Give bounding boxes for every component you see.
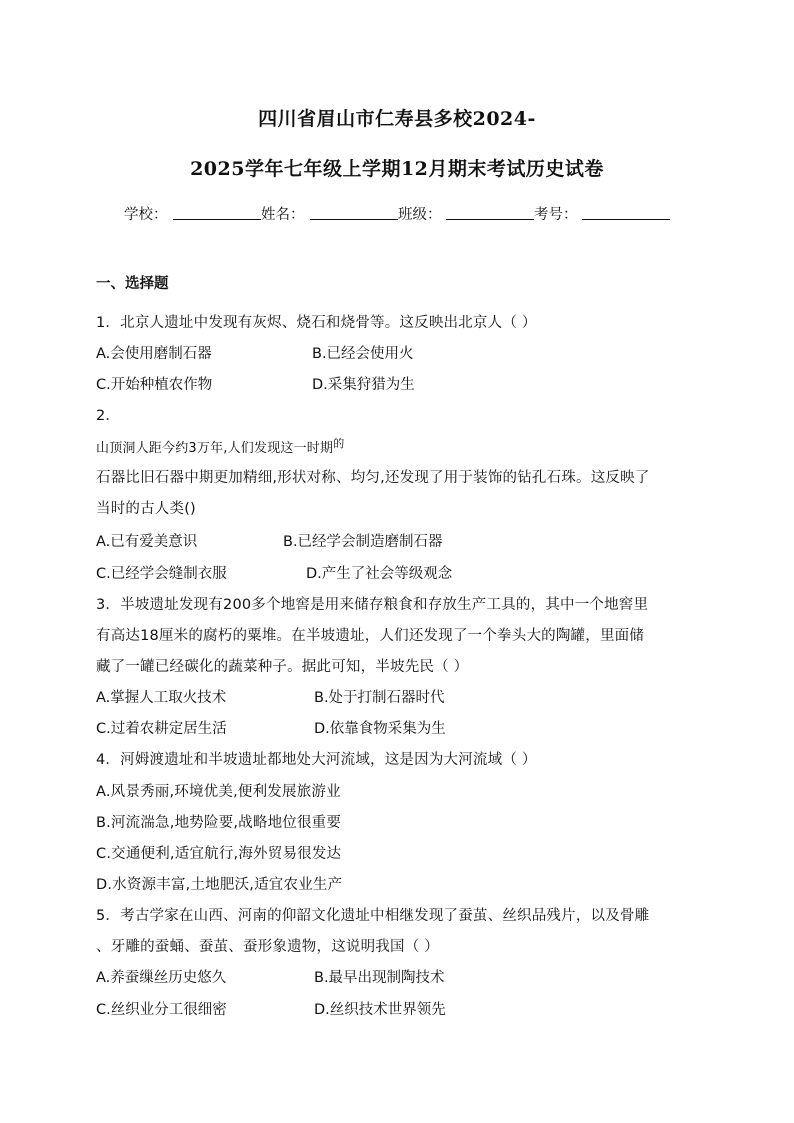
question-3-stem-line-2: 有高达18厘米的腐朽的粟堆。在半坡遗址，人们还发现了一个拳头大的陶罐，里面储 [96, 628, 645, 644]
section-heading: 一、选择题 [96, 276, 169, 292]
name-label: 姓名： [261, 207, 305, 223]
question-3-option-a: A.掌握人工取火技术 [96, 690, 227, 706]
question-3-option-b: B.处于打制石器时代 [314, 690, 445, 706]
name-blank[interactable] [310, 219, 398, 220]
question-2-stem-line-1: 石器比旧石器中期更加精细,形状对称、均匀,还发现了用于装饰的钻孔石珠。这反映了 [96, 470, 650, 486]
question-5-option-d: D.丝织技术世界领先 [314, 1002, 446, 1018]
question-4-option-b: B.河流湍急,地势险要,战略地位很重要 [96, 815, 342, 831]
question-3-stem-line-3: 藏了一罐已经碳化的蔬菜种子。据此可知，半坡先民（ ） [96, 659, 469, 675]
question-2-stem-line-2: 当时的古人类() [96, 501, 196, 517]
question-2-option-c: C.已经学会缝制衣服 [96, 566, 227, 582]
question-2-stem-a-text: 山顶洞人距今约3万年,人们发现这一时期 [96, 441, 334, 456]
question-4-option-a: A.风景秀丽,环境优美,便利发展旅游业 [96, 784, 341, 800]
question-2-stem-a [96, 435, 344, 456]
question-5-stem-line-1: 5．考古学家在山西、河南的仰韶文化遗址中相继发现了蚕茧、丝织品残片，以及骨雕 [96, 908, 650, 924]
question-2-number: 2． [96, 408, 121, 424]
question-1-option-c: C.开始种植农作物 [96, 377, 213, 393]
school-blank[interactable] [173, 219, 261, 220]
question-2-option-b: B.已经学会制造磨制石器 [283, 534, 443, 550]
number-blank[interactable] [582, 219, 670, 220]
question-5-option-b: B.最早出现制陶技术 [314, 970, 445, 986]
question-3-option-c: C.过着农耕定居生活 [96, 721, 227, 737]
exam-title-line1: 四川省眉山市仁寿县多校2024- [258, 108, 536, 130]
question-5-stem-line-2: 、牙雕的蚕蛹、蚕茧、蚕形象遗物，这说明我国（ ） [96, 939, 439, 955]
question-5-option-c: C.丝织业分工很细密 [96, 1002, 227, 1018]
question-2-option-d: D.产生了社会等级观念 [306, 566, 453, 582]
question-4-option-c: C.交通便利,适宜航行,海外贸易很发达 [96, 846, 342, 862]
question-5-option-a: A.养蚕缫丝历史悠久 [96, 970, 227, 986]
number-label: 考号： [534, 207, 578, 223]
question-1-option-d: D.采集狩猎为生 [312, 377, 415, 393]
question-4-option-d: D.水资源丰富,土地肥沃,适宜农业生产 [96, 877, 343, 893]
exam-title-line2: 2025学年七年级上学期12月期末考试历史试卷 [190, 158, 604, 180]
school-label: 学校： [124, 207, 168, 223]
class-label: 班级： [398, 207, 442, 223]
question-2-option-a: A.已有爱美意识 [96, 534, 198, 550]
question-3-stem-line-1: 3．半坡遗址发现有200多个地窖是用来储存粮食和存放生产工具的，其中一个地窖里 [96, 597, 649, 613]
question-1-option-a: A.会使用磨制石器 [96, 346, 212, 362]
question-1-option-b: B.已经会使用火 [312, 346, 414, 362]
question-1-stem: 1．北京人遗址中发现有灰烬、烧石和烧骨等。这反映出北京人（ ） [96, 315, 537, 331]
question-3-option-d: D.依靠食物采集为生 [314, 721, 446, 737]
question-4-stem: 4．河姆渡遗址和半坡遗址都地处大河流域，这是因为大河流域（ ） [96, 752, 537, 768]
class-blank[interactable] [446, 219, 534, 220]
question-2-stem-a-sup: 的 [333, 437, 345, 450]
